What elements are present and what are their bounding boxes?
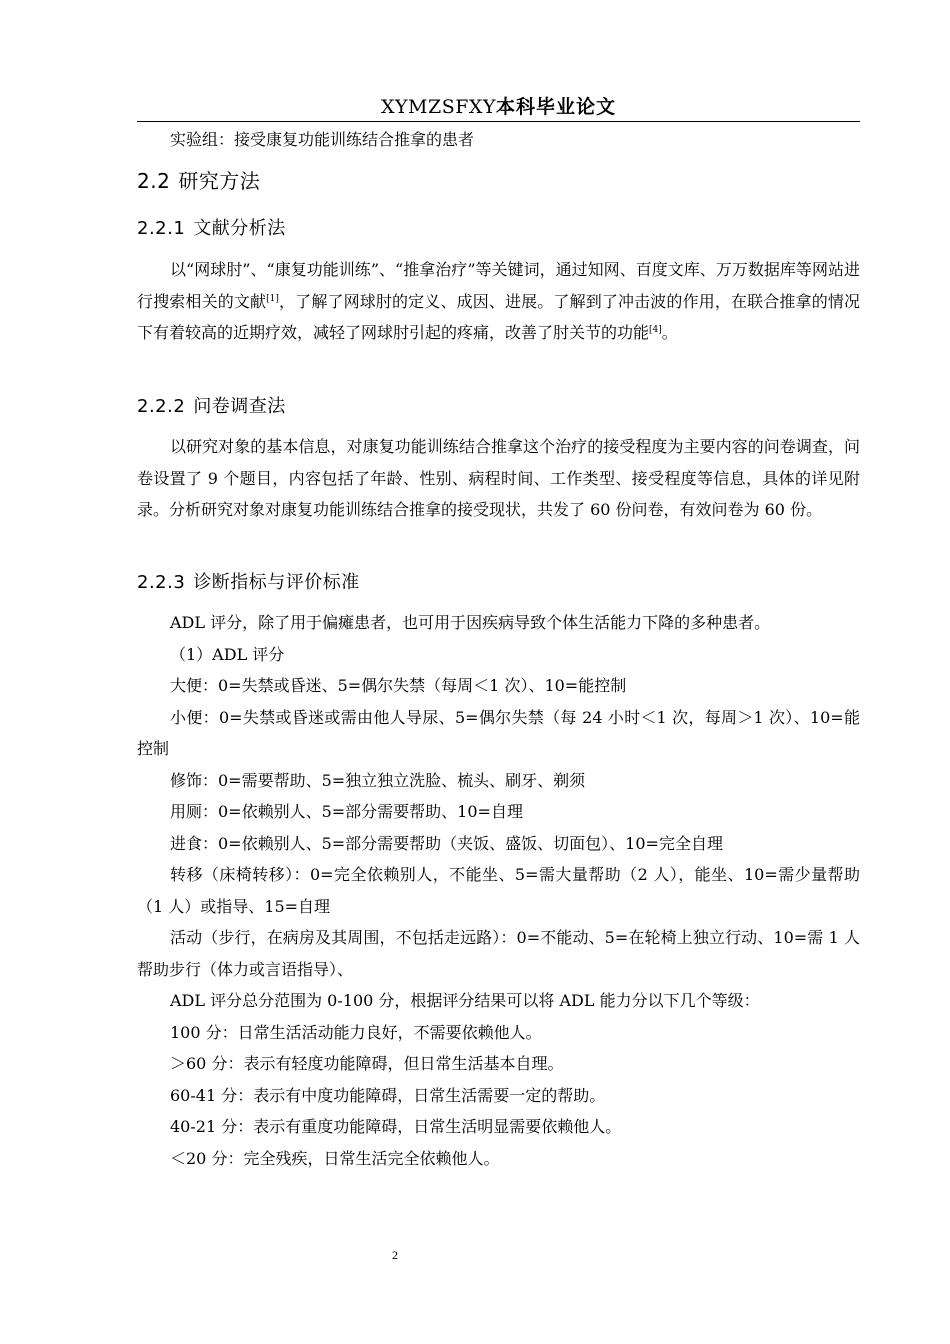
- section-number: 2.2.3: [137, 572, 186, 593]
- criteria-item: 用厕：0=依赖别人、5=部分需要帮助、10=自理: [170, 802, 523, 821]
- header-code: XYMZSFXY: [380, 96, 496, 118]
- criteria-item: 小便：0=失禁或昏迷或需由他人导尿、5=偶尔失禁（每 24 小时＜1 次，每周＞1 次）、10=能控制: [137, 707, 860, 758]
- criteria-item: 100 分：日常生活活动能力良好，不需要依赖他人。: [170, 1022, 542, 1042]
- literature-paragraph: [137, 254, 860, 349]
- criteria-item: ADL 评分总分范围为 0-100 分，根据评分结果可以将 ADL 能力分以下几个等级：: [170, 991, 760, 1010]
- section-title: 研究方法: [178, 169, 261, 193]
- header-label: 本科毕业论文: [495, 96, 616, 118]
- criteria-item: 40-21 分：表示有重度功能障碍，日常生活明显需要依赖他人。: [170, 1117, 622, 1136]
- criteria-item: 转移（床椅转移）：0=完全依赖别人，不能坐、5=需大量帮助（2 人），能坐、10=需少量帮助（1 人）或指导、15=自理: [137, 865, 860, 916]
- section-number: 2.2: [137, 169, 171, 193]
- paragraph-text: ，了解了网球肘的定义、成因、进展。了解到了冲击波的作用，在联合推拿的情况下有着较高的近期疗效，减轻了网球肘引起的疼痛，改善了肘关节的功能: [137, 291, 860, 342]
- page-header: [137, 95, 860, 122]
- section-heading-2-2-2: [137, 395, 286, 419]
- intro-block: [137, 124, 860, 156]
- section-title: 问卷调查法: [193, 396, 286, 417]
- criteria-item: （1）ADL 评分: [170, 644, 285, 664]
- criteria-block: [137, 607, 860, 1174]
- literature-paragraph-block: [137, 254, 860, 349]
- intro-line: 实验组：接受康复功能训练结合推拿的患者: [170, 130, 475, 149]
- section-title: 诊断指标与评价标准: [193, 572, 360, 593]
- section-heading-2-2-1: [137, 217, 286, 241]
- questionnaire-paragraph: 以研究对象的基本信息，对康复功能训练结合推拿这个治疗的接受程度为主要内容的问卷调查，问卷设置了 9 个题目，内容包括了年龄、性别、病程时间、工作类型、接受程度等信息，具体的详见附录。分析研究对象对康复功能训练结合推拿的接受现状，共发了 60 份问卷，有效问卷为 60 份。: [137, 437, 860, 519]
- criteria-item: 活动（步行，在病房及其周围，不包括走远路）：0=不能动、5=在轮椅上独立行动、10=需 1 人帮助步行（体力或言语指导）、: [137, 928, 860, 979]
- section-number: 2.2.2: [137, 396, 186, 417]
- section-heading-2-2: [137, 168, 260, 194]
- section-number: 2.2.1: [137, 218, 186, 239]
- section-heading-2-2-3: [137, 571, 360, 595]
- paragraph-text: 以“网球肘”、“康复功能训练”、“推拿治疗”等关键词，通过知网、百度文库、万万数据库等网站进行搜索相关的文献: [137, 260, 860, 311]
- citation-4: [4]: [649, 325, 662, 335]
- page-number: 2: [392, 1248, 398, 1262]
- questionnaire-paragraph-block: [137, 431, 860, 526]
- section-title: 文献分析法: [193, 218, 286, 239]
- criteria-item: 修饰：0=需要帮助、5=独立独立洗脸、梳头、刷牙、剃须: [170, 770, 586, 790]
- paragraph-text: 。: [661, 323, 678, 342]
- criteria-item: 60-41 分：表示有中度功能障碍，日常生活需要一定的帮助。: [170, 1085, 606, 1105]
- citation-1: [1]: [266, 293, 279, 304]
- criteria-item: 进食：0=依赖别人、5=部分需要帮助（夹饭、盛饭、切面包）、10=完全自理: [170, 833, 723, 853]
- criteria-item: 大便：0=失禁或昏迷、5=偶尔失禁（每周＜1 次）、10=能控制: [170, 676, 627, 695]
- criteria-intro: ADL 评分，除了用于偏瘫患者，也可用于因疾病导致个体生活能力下降的多种患者。: [170, 613, 771, 632]
- criteria-item: ＞60 分：表示有轻度功能障碍，但日常生活基本自理。: [170, 1054, 564, 1073]
- criteria-item: ＜20 分：完全残疾，日常生活完全依赖他人。: [170, 1148, 500, 1168]
